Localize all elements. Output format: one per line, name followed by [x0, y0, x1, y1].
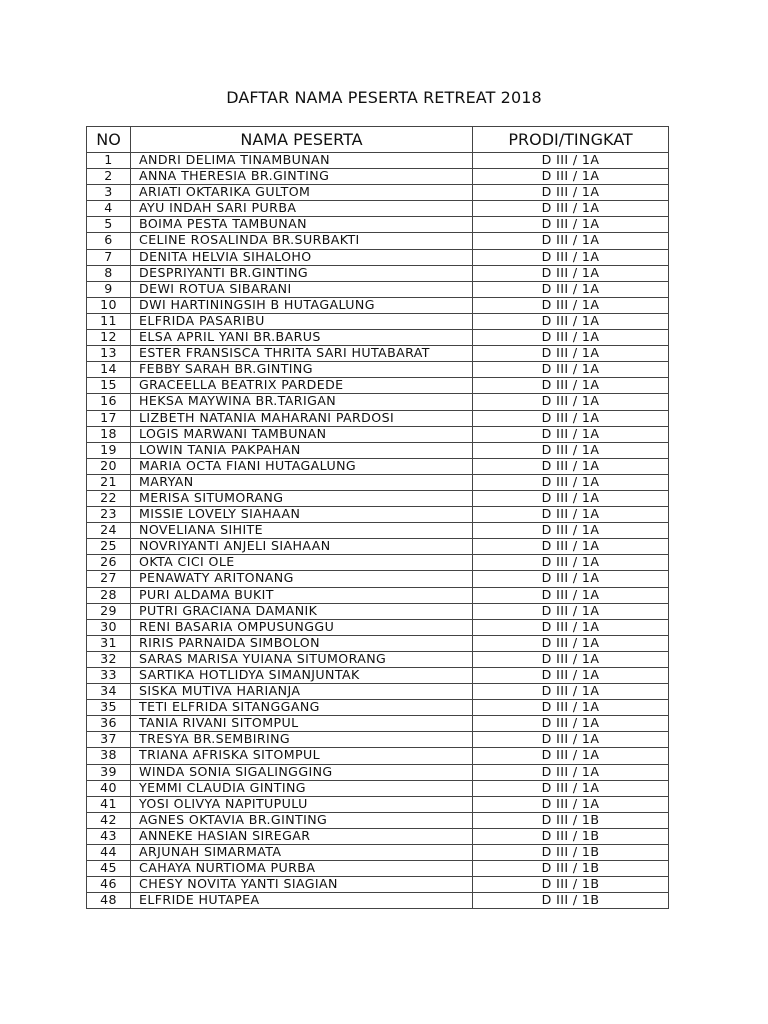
row-number-cell: 42 [87, 812, 131, 828]
row-number-cell: 41 [87, 796, 131, 812]
row-number-cell: 10 [87, 297, 131, 313]
prodi-tingkat-cell: D III / 1A [473, 378, 669, 394]
row-number-cell: 46 [87, 877, 131, 893]
table-row [87, 732, 669, 748]
participant-name-cell: MISSIE LOVELY SIAHAAN [131, 507, 473, 523]
prodi-tingkat-cell: D III / 1A [473, 490, 669, 506]
table-row [87, 635, 669, 651]
participant-name-cell: CELINE ROSALINDA BR.SURBAKTI [131, 233, 473, 249]
participant-name-cell: GRACEELLA BEATRIX PARDEDE [131, 378, 473, 394]
table-row [87, 861, 669, 877]
prodi-tingkat-cell: D III / 1A [473, 458, 669, 474]
participant-name-cell: TRIANA AFRISKA SITOMPUL [131, 748, 473, 764]
prodi-tingkat-cell: D III / 1A [473, 780, 669, 796]
row-number-cell: 37 [87, 732, 131, 748]
row-number-cell: 15 [87, 378, 131, 394]
participant-name-cell: NOVELIANA SIHITE [131, 523, 473, 539]
participant-name-cell: CAHAYA NURTIOMA PURBA [131, 861, 473, 877]
row-number-cell: 12 [87, 330, 131, 346]
participant-name-cell: MARIA OCTA FIANI HUTAGALUNG [131, 458, 473, 474]
row-number-cell: 34 [87, 684, 131, 700]
table-row [87, 490, 669, 506]
table-row [87, 201, 669, 217]
prodi-tingkat-cell: D III / 1A [473, 732, 669, 748]
prodi-tingkat-cell: D III / 1A [473, 716, 669, 732]
row-number-cell: 32 [87, 651, 131, 667]
row-number-cell: 25 [87, 539, 131, 555]
prodi-tingkat-cell: D III / 1A [473, 474, 669, 490]
table-row [87, 249, 669, 265]
prodi-tingkat-cell: D III / 1A [473, 700, 669, 716]
table-row [87, 265, 669, 281]
row-number-cell: 8 [87, 265, 131, 281]
table-row [87, 169, 669, 185]
table-row [87, 716, 669, 732]
row-number-cell: 30 [87, 619, 131, 635]
participant-name-cell: ELSA APRIL YANI BR.BARUS [131, 330, 473, 346]
row-number-cell: 14 [87, 362, 131, 378]
row-number-cell: 23 [87, 507, 131, 523]
table-row [87, 313, 669, 329]
participant-name-cell: DWI HARTININGSIH B HUTAGALUNG [131, 297, 473, 313]
row-number-cell: 17 [87, 410, 131, 426]
participant-name-cell: LOWIN TANIA PAKPAHAN [131, 442, 473, 458]
table-row [87, 812, 669, 828]
row-number-cell: 45 [87, 861, 131, 877]
prodi-tingkat-cell: D III / 1A [473, 281, 669, 297]
participant-name-cell: PURI ALDAMA BUKIT [131, 587, 473, 603]
participant-name-cell: MARYAN [131, 474, 473, 490]
row-number-cell: 16 [87, 394, 131, 410]
row-number-cell: 33 [87, 668, 131, 684]
row-number-cell: 13 [87, 346, 131, 362]
table-row [87, 281, 669, 297]
prodi-tingkat-cell: D III / 1A [473, 217, 669, 233]
row-number-cell: 21 [87, 474, 131, 490]
prodi-tingkat-cell: D III / 1A [473, 539, 669, 555]
table-row [87, 346, 669, 362]
row-number-cell: 38 [87, 748, 131, 764]
table-row [87, 426, 669, 442]
participant-name-cell: RENI BASARIA OMPUSUNGGU [131, 619, 473, 635]
prodi-tingkat-cell: D III / 1A [473, 668, 669, 684]
row-number-cell: 26 [87, 555, 131, 571]
participant-name-cell: BOIMA PESTA TAMBUNAN [131, 217, 473, 233]
table-header-row [87, 127, 669, 153]
prodi-tingkat-cell: D III / 1B [473, 812, 669, 828]
participant-name-cell: DEWI ROTUA SIBARANI [131, 281, 473, 297]
participant-table [86, 126, 669, 909]
table-row [87, 458, 669, 474]
prodi-tingkat-cell: D III / 1A [473, 169, 669, 185]
participant-name-cell: PENAWATY ARITONANG [131, 571, 473, 587]
table-row [87, 474, 669, 490]
prodi-tingkat-cell: D III / 1A [473, 201, 669, 217]
table-row [87, 330, 669, 346]
table-row [87, 507, 669, 523]
table-row [87, 764, 669, 780]
prodi-tingkat-cell: D III / 1A [473, 603, 669, 619]
participant-name-cell: LOGIS MARWANI TAMBUNAN [131, 426, 473, 442]
row-number-cell: 20 [87, 458, 131, 474]
table-row [87, 571, 669, 587]
table-row [87, 684, 669, 700]
table-row [87, 700, 669, 716]
prodi-tingkat-cell: D III / 1A [473, 764, 669, 780]
table-row [87, 362, 669, 378]
prodi-tingkat-cell: D III / 1A [473, 587, 669, 603]
prodi-tingkat-cell: D III / 1A [473, 684, 669, 700]
prodi-tingkat-cell: D III / 1A [473, 796, 669, 812]
prodi-tingkat-cell: D III / 1A [473, 619, 669, 635]
participant-name-cell: WINDA SONIA SIGALINGGING [131, 764, 473, 780]
row-number-cell: 9 [87, 281, 131, 297]
prodi-tingkat-cell: D III / 1A [473, 555, 669, 571]
participant-name-cell: FEBBY SARAH BR.GINTING [131, 362, 473, 378]
participant-name-cell: AGNES OKTAVIA BR.GINTING [131, 812, 473, 828]
table-row [87, 394, 669, 410]
table-row [87, 539, 669, 555]
prodi-tingkat-cell: D III / 1A [473, 748, 669, 764]
header-prodi-tingkat: PRODI/TINGKAT [473, 127, 669, 153]
participant-name-cell: AYU INDAH SARI PURBA [131, 201, 473, 217]
row-number-cell: 22 [87, 490, 131, 506]
participant-name-cell: SARAS MARISA YUIANA SITUMORANG [131, 651, 473, 667]
participant-name-cell: ARIATI OKTARIKA GULTOM [131, 185, 473, 201]
participant-name-cell: PUTRI GRACIANA DAMANIK [131, 603, 473, 619]
table-row [87, 668, 669, 684]
prodi-tingkat-cell: D III / 1A [473, 442, 669, 458]
participant-name-cell: MERISA SITUMORANG [131, 490, 473, 506]
table-row [87, 153, 669, 169]
row-number-cell: 27 [87, 571, 131, 587]
participant-name-cell: TRESYA BR.SEMBIRING [131, 732, 473, 748]
row-number-cell: 44 [87, 845, 131, 861]
row-number-cell: 4 [87, 201, 131, 217]
prodi-tingkat-cell: D III / 1B [473, 861, 669, 877]
prodi-tingkat-cell: D III / 1A [473, 507, 669, 523]
prodi-tingkat-cell: D III / 1A [473, 330, 669, 346]
participant-name-cell: ANNEKE HASIAN SIREGAR [131, 828, 473, 844]
participant-name-cell: NOVRIYANTI ANJELI SIAHAAN [131, 539, 473, 555]
participant-name-cell: TANIA RIVANI SITOMPUL [131, 716, 473, 732]
participant-name-cell: ESTER FRANSISCA THRITA SARI HUTABARAT [131, 346, 473, 362]
row-number-cell: 43 [87, 828, 131, 844]
participant-name-cell: ELFRIDA PASARIBU [131, 313, 473, 329]
table-row [87, 748, 669, 764]
participant-name-cell: HEKSA MAYWINA BR.TARIGAN [131, 394, 473, 410]
prodi-tingkat-cell: D III / 1A [473, 297, 669, 313]
prodi-tingkat-cell: D III / 1A [473, 185, 669, 201]
table-row [87, 410, 669, 426]
row-number-cell: 31 [87, 635, 131, 651]
table-row [87, 619, 669, 635]
participant-name-cell: SARTIKA HOTLIDYA SIMANJUNTAK [131, 668, 473, 684]
prodi-tingkat-cell: D III / 1B [473, 845, 669, 861]
prodi-tingkat-cell: D III / 1A [473, 410, 669, 426]
participant-name-cell: TETI ELFRIDA SITANGGANG [131, 700, 473, 716]
participant-name-cell: ELFRIDE HUTAPEA [131, 893, 473, 909]
table-row [87, 845, 669, 861]
table-row [87, 877, 669, 893]
row-number-cell: 35 [87, 700, 131, 716]
table-row [87, 523, 669, 539]
prodi-tingkat-cell: D III / 1B [473, 877, 669, 893]
table-row [87, 796, 669, 812]
row-number-cell: 29 [87, 603, 131, 619]
participant-name-cell: LIZBETH NATANIA MAHARANI PARDOSI [131, 410, 473, 426]
row-number-cell: 40 [87, 780, 131, 796]
prodi-tingkat-cell: D III / 1A [473, 651, 669, 667]
prodi-tingkat-cell: D III / 1A [473, 571, 669, 587]
prodi-tingkat-cell: D III / 1A [473, 233, 669, 249]
row-number-cell: 2 [87, 169, 131, 185]
row-number-cell: 6 [87, 233, 131, 249]
row-number-cell: 3 [87, 185, 131, 201]
participant-name-cell: YEMMI CLAUDIA GINTING [131, 780, 473, 796]
row-number-cell: 19 [87, 442, 131, 458]
participant-name-cell: ANDRI DELIMA TINAMBUNAN [131, 153, 473, 169]
prodi-tingkat-cell: D III / 1A [473, 635, 669, 651]
table-row [87, 893, 669, 909]
participant-name-cell: OKTA CICI OLE [131, 555, 473, 571]
prodi-tingkat-cell: D III / 1A [473, 249, 669, 265]
row-number-cell: 5 [87, 217, 131, 233]
table-row [87, 587, 669, 603]
prodi-tingkat-cell: D III / 1A [473, 346, 669, 362]
row-number-cell: 24 [87, 523, 131, 539]
row-number-cell: 7 [87, 249, 131, 265]
table-row [87, 555, 669, 571]
row-number-cell: 39 [87, 764, 131, 780]
table-row [87, 828, 669, 844]
participant-name-cell: DENITA HELVIA SIHALOHO [131, 249, 473, 265]
participant-name-cell: ARJUNAH SIMARMATA [131, 845, 473, 861]
row-number-cell: 36 [87, 716, 131, 732]
table-row [87, 442, 669, 458]
prodi-tingkat-cell: D III / 1B [473, 893, 669, 909]
participant-name-cell: YOSI OLIVYA NAPITUPULU [131, 796, 473, 812]
prodi-tingkat-cell: D III / 1A [473, 426, 669, 442]
prodi-tingkat-cell: D III / 1B [473, 828, 669, 844]
document-title: DAFTAR NAMA PESERTA RETREAT 2018 [226, 88, 542, 107]
table-row [87, 651, 669, 667]
table-row [87, 780, 669, 796]
participant-name-cell: DESPRIYANTI BR.GINTING [131, 265, 473, 281]
table-row [87, 297, 669, 313]
prodi-tingkat-cell: D III / 1A [473, 394, 669, 410]
table-row [87, 603, 669, 619]
prodi-tingkat-cell: D III / 1A [473, 523, 669, 539]
prodi-tingkat-cell: D III / 1A [473, 153, 669, 169]
prodi-tingkat-cell: D III / 1A [473, 265, 669, 281]
table-row [87, 185, 669, 201]
participant-name-cell: SISKA MUTIVA HARIANJA [131, 684, 473, 700]
participant-name-cell: CHESY NOVITA YANTI SIAGIAN [131, 877, 473, 893]
row-number-cell: 28 [87, 587, 131, 603]
participant-name-cell: ANNA THERESIA BR.GINTING [131, 169, 473, 185]
table-body [87, 153, 669, 909]
prodi-tingkat-cell: D III / 1A [473, 313, 669, 329]
row-number-cell: 48 [87, 893, 131, 909]
header-no: NO [87, 127, 131, 153]
row-number-cell: 11 [87, 313, 131, 329]
prodi-tingkat-cell: D III / 1A [473, 362, 669, 378]
row-number-cell: 18 [87, 426, 131, 442]
table-row [87, 217, 669, 233]
row-number-cell: 1 [87, 153, 131, 169]
table-row [87, 233, 669, 249]
header-nama-peserta: NAMA PESERTA [131, 127, 473, 153]
table-row [87, 378, 669, 394]
participant-name-cell: RIRIS PARNAIDA SIMBOLON [131, 635, 473, 651]
